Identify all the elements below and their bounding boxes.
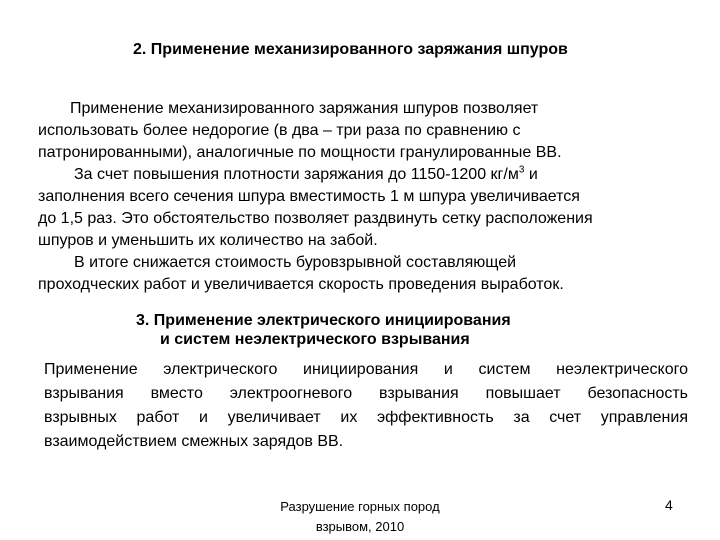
page-number: 4 [665, 497, 673, 513]
section-3-line-1: Применение электрического инициирования и систем неэлектрического [44, 361, 688, 378]
section-2-line-7: шпуров и уменьшить их количество на забой. [38, 232, 378, 249]
section-3-line-4: взаимодействием смежных зарядов ВВ. [44, 433, 344, 450]
density-exponent: 3 [518, 164, 525, 176]
footer-caption-line-2: взрывом, 2010 [315, 519, 405, 534]
section-2-line-1: Применение механизированного заряжания шпуров позволяет [70, 100, 539, 117]
section-2-line-5: заполнения всего сечения шпура вместимость 1 м шпура увеличивается [38, 188, 580, 205]
density-tail: и [524, 166, 538, 183]
section-2-line-4 [74, 164, 538, 186]
density-text: За счет повышения плотности заряжания до 1150-1200 кг/м [74, 166, 519, 183]
section-3-line-3: взрывных работ и увеличивает их эффективность за счет управления [44, 409, 688, 426]
section-2-heading: 2. Применение механизированного заряжания шпуров [133, 41, 568, 58]
section-3-heading-line-1: 3. Применение электрического инициирования [136, 312, 511, 329]
section-2-line-2: использовать более недорогие (в два – три раза по сравнению с [38, 122, 521, 139]
section-3-heading-line-2: и систем неэлектрического взрывания [160, 331, 470, 348]
section-2-line-3: патронированными), аналогичные по мощности гранулированные ВВ. [38, 144, 562, 161]
section-2-line-8: В итоге снижается стоимость буровзрывной составляющей [74, 254, 517, 271]
section-3-line-2: взрывания вместо электроогневого взрывания повышает безопасность [44, 385, 688, 402]
section-2-line-9: проходческих работ и увеличивается скорость проведения выработок. [38, 276, 564, 293]
footer-caption-line-1: Разрушение горных пород [280, 499, 440, 514]
section-2-line-6: до 1,5 раз. Это обстоятельство позволяет раздвинуть сетку расположения [38, 210, 593, 227]
